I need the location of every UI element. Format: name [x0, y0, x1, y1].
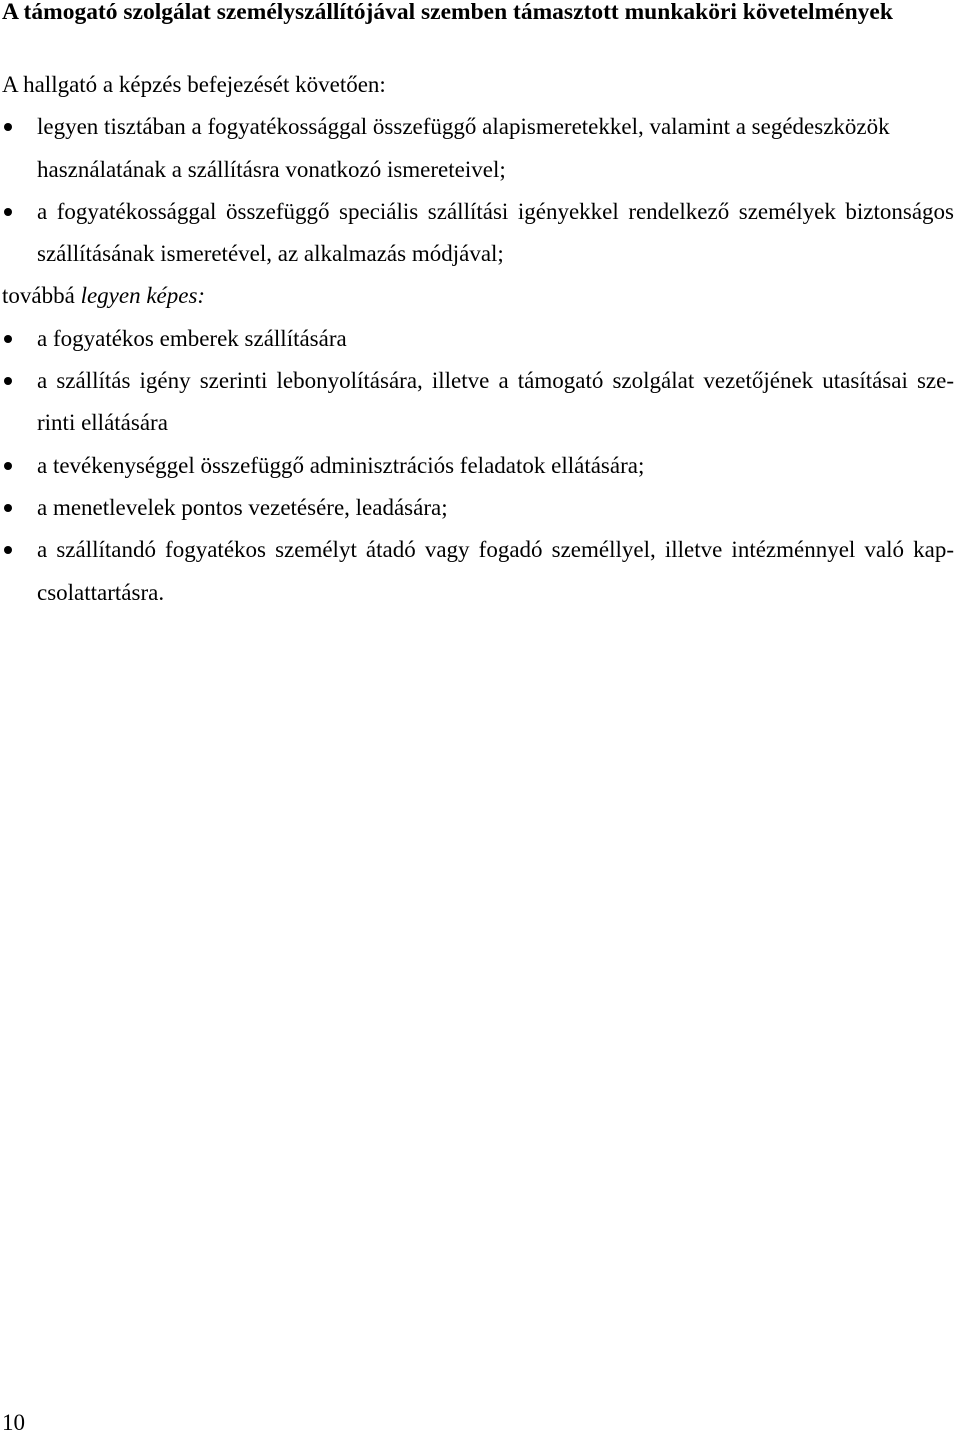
list-item-line: a menetlevelek pontos vezetésére, leadására;	[37, 494, 448, 520]
list-item-line: a tevékenységgel összefüggő adminisztrációs feladatok ellátására;	[37, 452, 645, 478]
list-item	[0, 106, 954, 191]
list-item	[0, 487, 954, 529]
intro-text: A hallgató a képzés befejezését követően:	[2, 72, 386, 97]
transition-italic-text: legyen képes:	[80, 283, 206, 309]
bullet-icon	[4, 504, 12, 512]
list-item	[0, 191, 954, 276]
bullet-icon	[4, 462, 12, 470]
list-item-line: szállításának ismeretével, az alkalmazás módjával;	[37, 241, 504, 267]
list-item	[0, 529, 954, 614]
list-item-line: a szállítás igény szerinti lebonyolítására, illetve a támogató szolgálat vezetőjének utasításai sze-	[37, 368, 954, 394]
list-item-line: legyen tisztában a fogyatékossággal összefüggő alapismeretekkel, valamint a segédeszközök	[37, 114, 890, 140]
bullet-icon	[4, 377, 12, 385]
list-item-line: a szállítandó fogyatékos személyt átadó vagy fogadó személlyel, illetve intézménnyel való kap-	[37, 537, 954, 563]
transition-plain-text: továbbá	[2, 283, 75, 309]
document-body	[0, 64, 960, 614]
list-item	[0, 360, 954, 445]
list-item-line: rinti ellátására	[37, 410, 168, 436]
section-heading: A támogató szolgálat személyszállítójával szemben támasztott munkaköri követelmények	[2, 0, 893, 25]
list-item	[0, 318, 954, 360]
list-item-line: csolattartásra.	[37, 579, 165, 605]
ability-requirements-list	[0, 318, 960, 614]
list-item-line: használatának a szállításra vonatkozó ismereteivel;	[37, 156, 506, 182]
bullet-icon	[4, 546, 12, 554]
list-item-line: a fogyatékos emberek szállítására	[37, 325, 347, 351]
bullet-icon	[4, 208, 12, 216]
bullet-icon	[4, 335, 12, 343]
bullet-icon	[4, 123, 12, 131]
list-item-line: a fogyatékossággal összefüggő speciális szállítási igényekkel rendelkező személyek biztonságos	[37, 198, 954, 224]
transition-text	[0, 275, 960, 317]
page-number: 10	[2, 1410, 25, 1434]
knowledge-requirements-list	[0, 106, 960, 275]
list-item	[0, 445, 954, 487]
